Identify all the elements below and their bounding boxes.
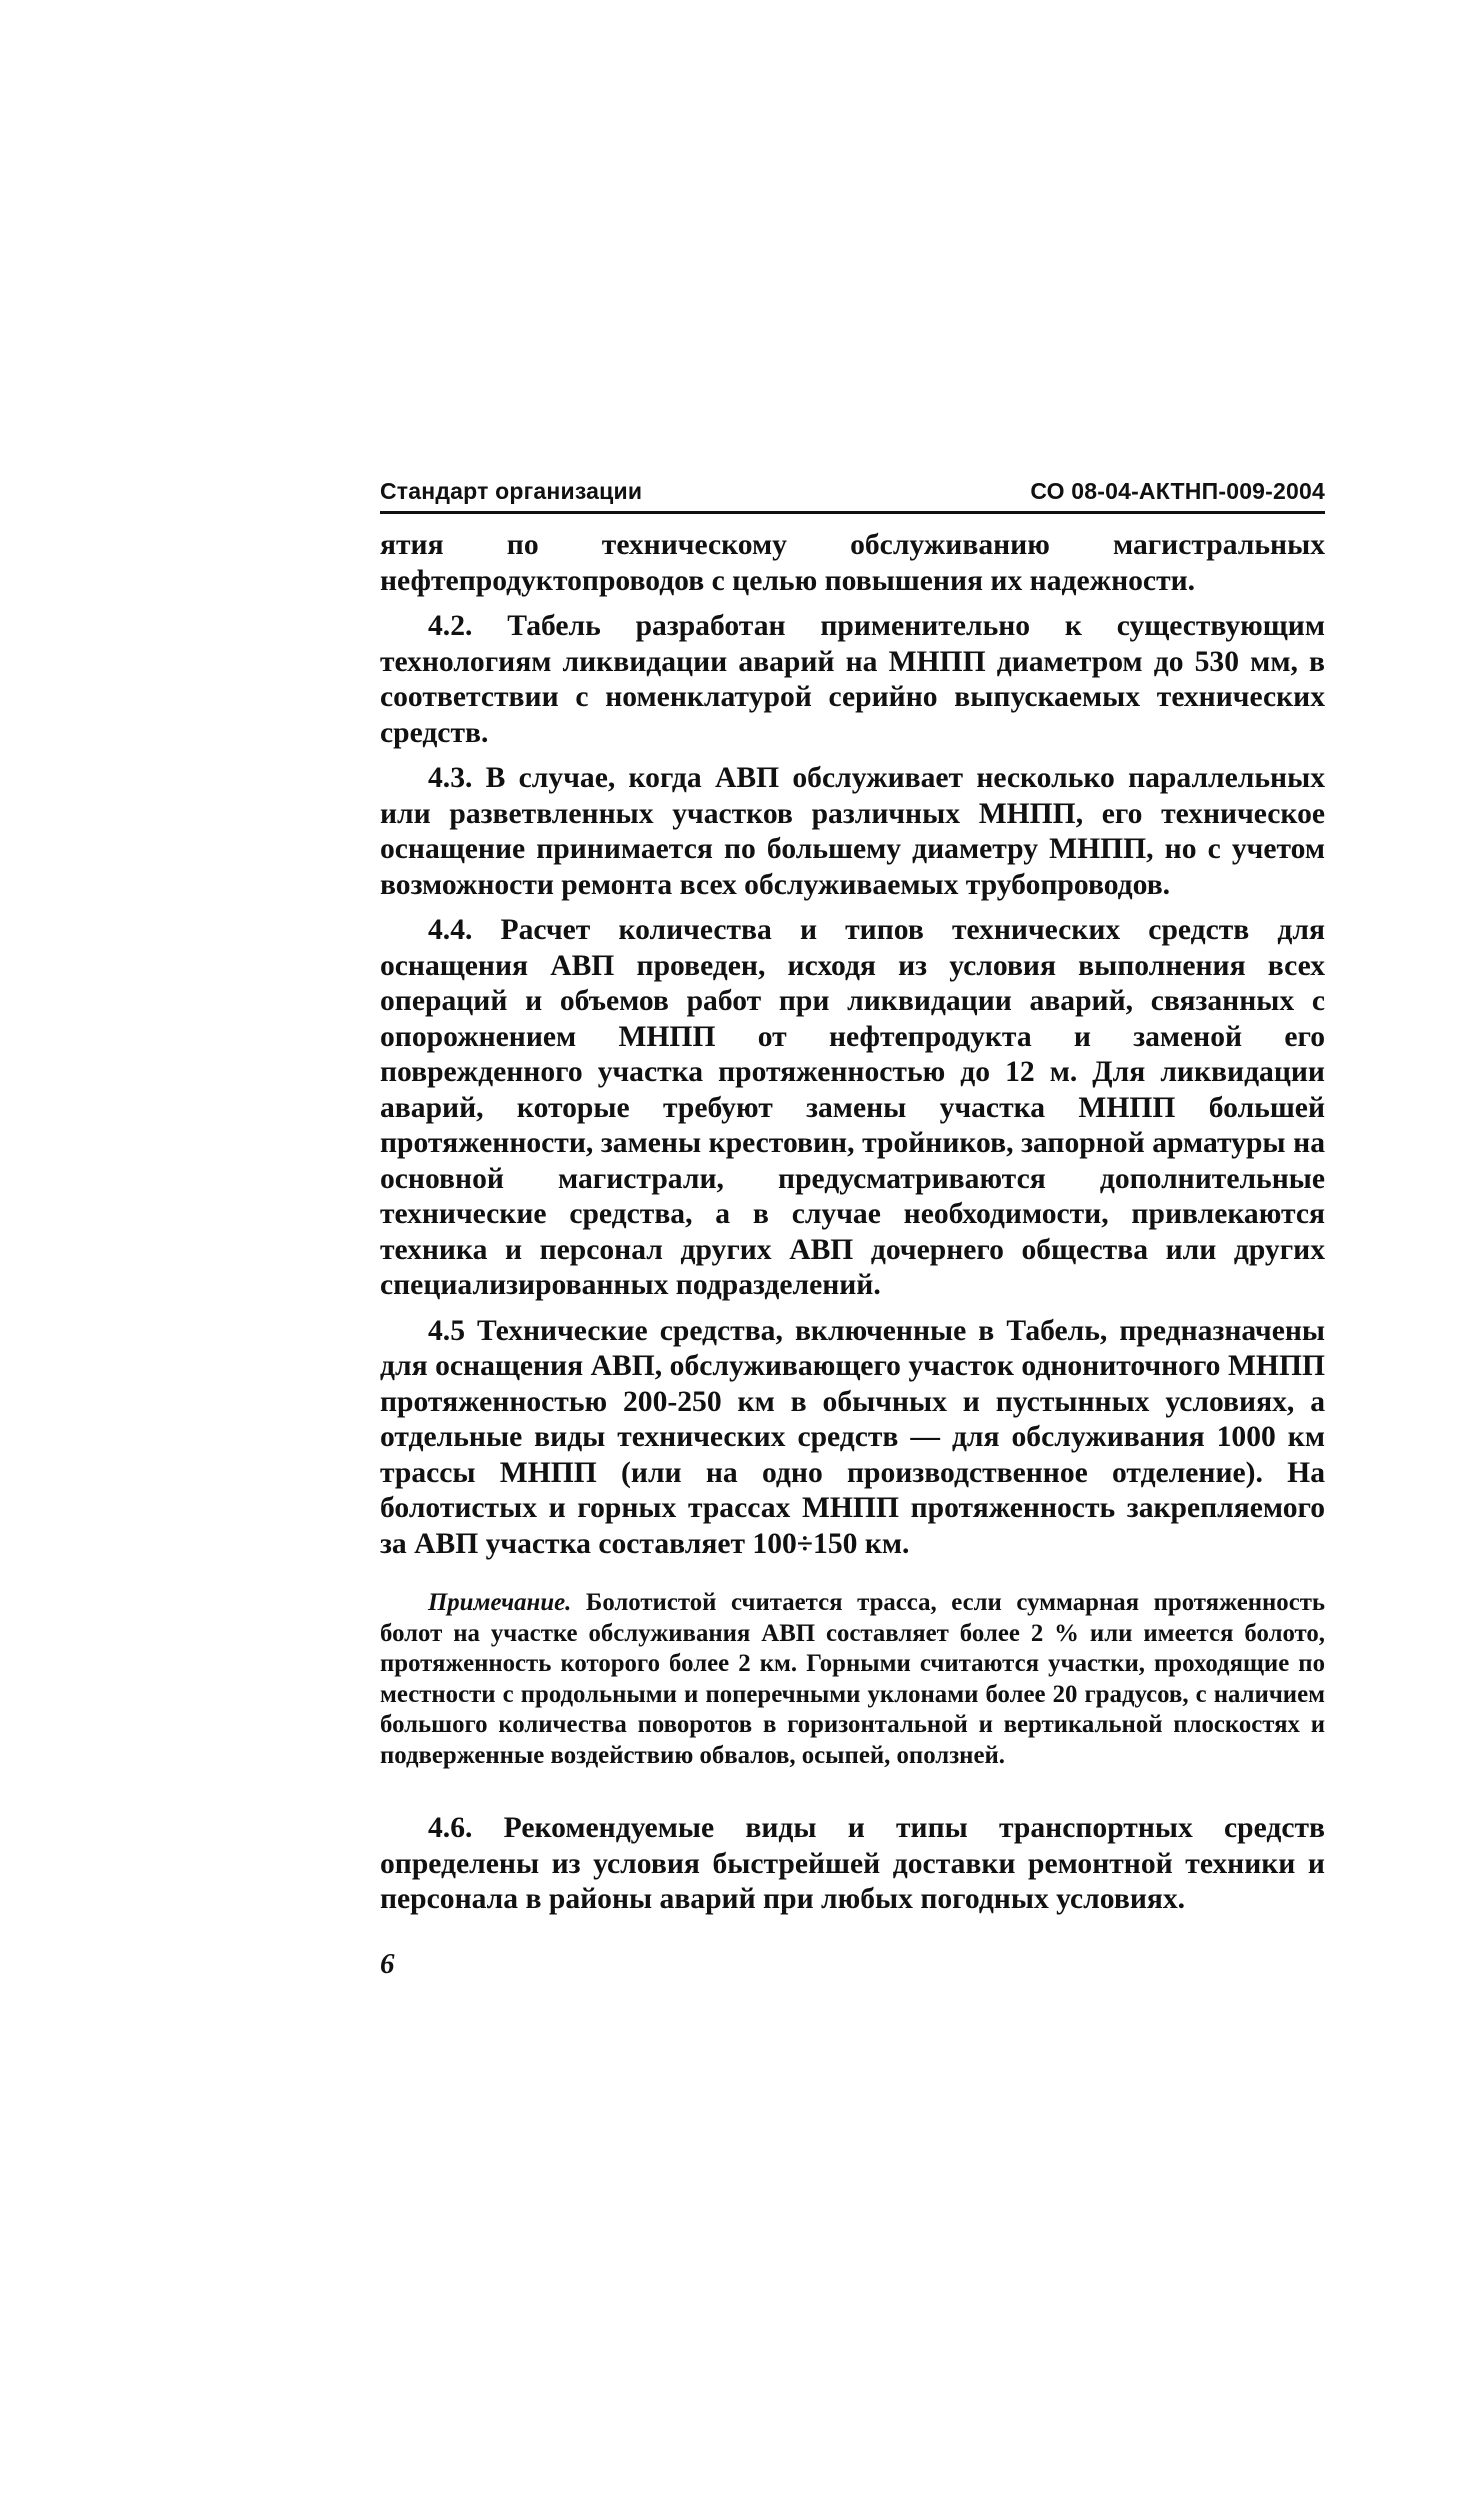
header-organization-standard: Стандарт организации: [380, 478, 643, 504]
paragraph-4-5: 4.5 Технические средства, включенные в Табель, предназначены для оснащения АВП, обслуживающего участок однониточного МНПП протяженностью 200-250 км в обычных и пустынных условиях, а отдельные виды технических средств — для обслуживания 1000 км трассы МНПП (или на одно производственное отделение). На болотистых и горных трассах МНПП протяженность закрепляемого за АВП участка составляет 100÷150 км.: [380, 1314, 1325, 1560]
note-text: Болотистой считается трасса, если суммарная протяженность болот на участке обслуживания АВП составляет более 2 % или имеется болото, протяженность которого более 2 км. Горными считаются участки, проходящие по местности с продольными и поперечными уклонами более 20 градусов, с наличием большого количества поворотов в горизонтальной и вертикальной плоскостях и подверженные воздействию обвалов, осыпей, оползней.: [380, 1589, 1325, 1769]
paragraph-4-2: 4.2. Табель разработан применительно к существующим технологиям ликвидации аварий на МНПП диаметром до 530 мм, в соответствии с номенклатурой серийно выпускаемых технических средств.: [380, 610, 1325, 749]
header-document-code: СО 08-04-АКТНП-009-2004: [1030, 478, 1325, 504]
page-number: 6: [380, 1947, 395, 1980]
body-text: [380, 528, 1325, 1918]
paragraph-4-6: 4.6. Рекомендуемые виды и типы транспортных средств определены из условия быстрейшей доставки ремонтной техники и персонала в районы аварий при любых погодных условиях.: [380, 1812, 1325, 1915]
running-header: [380, 478, 1325, 514]
paragraph-4-4: 4.4. Расчет количества и типов технических средств для оснащения АВП проведен, исходя из условия выполнения всех операций и объемов работ при ликвидации аварий, связанных с опорожнением МНПП от нефтепродукта и заменой его поврежденного участка протяженностью до 12 м. Для ликвидации аварий, которые требуют замены участка МНПП большей протяженности, замены крестовин, тройников, запорной арматуры на основной магистрали, предусматриваются дополнительные технические средства, а в случае необходимости, привлекаются техника и персонал других АВП дочернего общества или других специализированных подразделений.: [380, 914, 1325, 1301]
paragraph-continuation: ятия по техническому обслуживанию магистральных нефтепродуктопроводов с целью повышения их надежности.: [380, 529, 1325, 597]
note-block: [380, 1588, 1325, 1771]
document-page: [380, 478, 1325, 1981]
paragraph-4-3: 4.3. В случае, когда АВП обслуживает несколько параллельных или разветвленных участков различных МНПП, его техническое оснащение принимается по большему диаметру МНПП, но с учетом возможности ремонта всех обслуживаемых трубопроводов.: [380, 762, 1325, 901]
note-label: Примечание.: [428, 1589, 572, 1616]
